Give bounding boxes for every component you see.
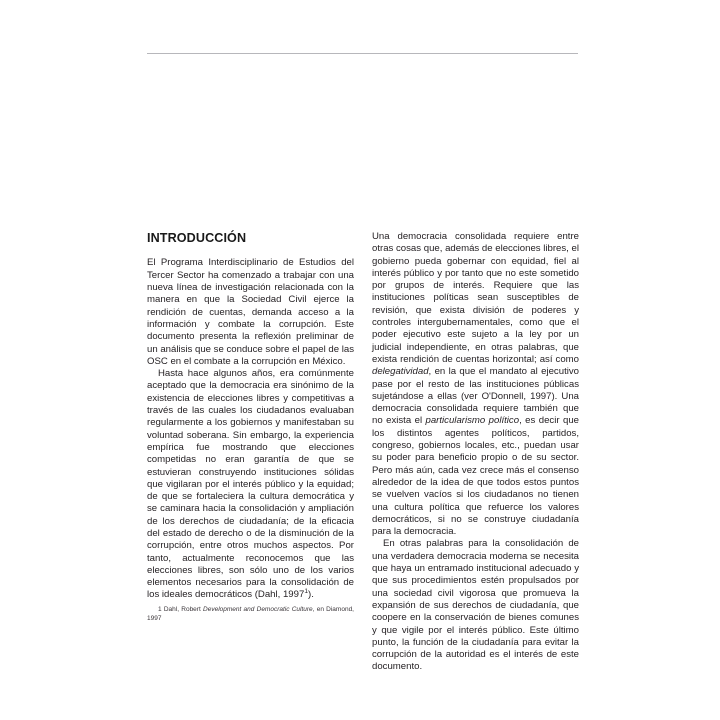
paragraph-intro-2: [147, 368, 354, 602]
left-column: [147, 231, 354, 622]
paragraph-democracy-1-part2: , en la que el mandato al ejecutivo pase por el resto de las instituciones públicas sujetándose a ellas (ver O'Donnell, 1997). Una democracia consolidada requiere también que no exista el: [372, 366, 579, 427]
footnote-author: Dahl, Robert: [163, 606, 201, 613]
paragraph-democracy-2: En otras palabras para la consolidación de una verdadera democracia moderna se necesita que haya un entramado institucional adecuado y que sus procedimientos estén propulsados por una sociedad civil vigorosa que promueva la expansión de sus derechos de ciudadanía, que coopere en la conservación de bienes comunes y que vigile por el interés público. Este último punto, la función de la ciudadanía para evitar la corrupción de la autoridad es el interés de este documento.: [372, 538, 579, 673]
term-delegatividad: delegatividad: [372, 366, 429, 378]
paragraph-intro-2-text: Hasta hace algunos años, era comúnmente aceptado que la democracia era sinónimo de la existencia de elecciones libres y competitivas a través de las cuales los ciudadanos evaluaban regularmente a los gobiernos y manifestaban su voluntad soberana. Sin embargo, la experiencia empírica fue mostrando que elecciones competidas no eran garantía de que se estuvieran construyendo instituciones sólidas que vigilaran por el interés público y la equidad; de que se fortaleciera la cultura democrática y se caminara hacia la consolidación y ampliación de los derechos de ciudadanía; de la eficacia del estado de derecho o de la disminución de la corrupción, entre otros muchos aspectos. Por tanto, actualmente reconocemos que las elecciones libres, son sólo uno de los varios elementos necesarios para la consolidación de los ideales democráticos (Dahl, 1997: [147, 368, 354, 601]
paragraph-intro-2-tail: ).: [308, 589, 314, 601]
footnote-title: Development and Democratic Culture: [203, 606, 313, 613]
footnote-marker: 1: [158, 606, 162, 613]
page-title: INTRODUCCIÓN: [147, 231, 247, 245]
header-rule: [147, 53, 578, 54]
footnote-source: , en Diamond, 1997: [147, 606, 354, 622]
paragraph-democracy-1: [372, 231, 579, 538]
paragraph-democracy-1-part1: Una democracia consolidada requiere entre otras cosas que, además de elecciones libres, el gobierno pueda gobernar con equidad, fiel al interés público y por tanto que no este sometido por grupos de interés. Requiere que las instituciones políticas sean susceptibles de revisión, que exista división de poderes y controles intergubernamentales, como que el poder ejecutivo este sujeto a la ley por un judicial independiente, en otras palabras, que exista rendición de cuentas horizontal; así como: [372, 231, 579, 365]
footnote-ref-marker[interactable]: 1: [304, 588, 308, 596]
paragraph-intro-1: El Programa Interdisciplinario de Estudios del Tercer Sector ha comenzado a trabajar con una nueva línea de investigación relacionada con la manera en que la Sociedad Civil ejerce la rendición de cuentas, demanda acceso a la información y combate la corrupción. Este documento presenta la reflexión preliminar de un análisis que se conduce sobre el papel de las OSC en el combate a la corrupción en México.: [147, 257, 354, 367]
paragraph-democracy-1-part3: , es decir que los distintos agentes políticos, partidos, congreso, gobiernos locales, etc., puedan usar su poder para beneficio propio o de su sector. Pero más aún, cada vez crece más el consenso alrededor de la idea de que todos estos puntos se vuelven vacíos si los ciudadanos no tienen una cultura política que refuerce los valores democráticos, si no se construye ciudadanía para la democracia.: [372, 415, 579, 538]
two-column-body: [147, 231, 579, 673]
term-particularismo-politico: particularismo político: [425, 415, 520, 427]
footnote: [147, 605, 354, 623]
right-column: [372, 231, 579, 674]
